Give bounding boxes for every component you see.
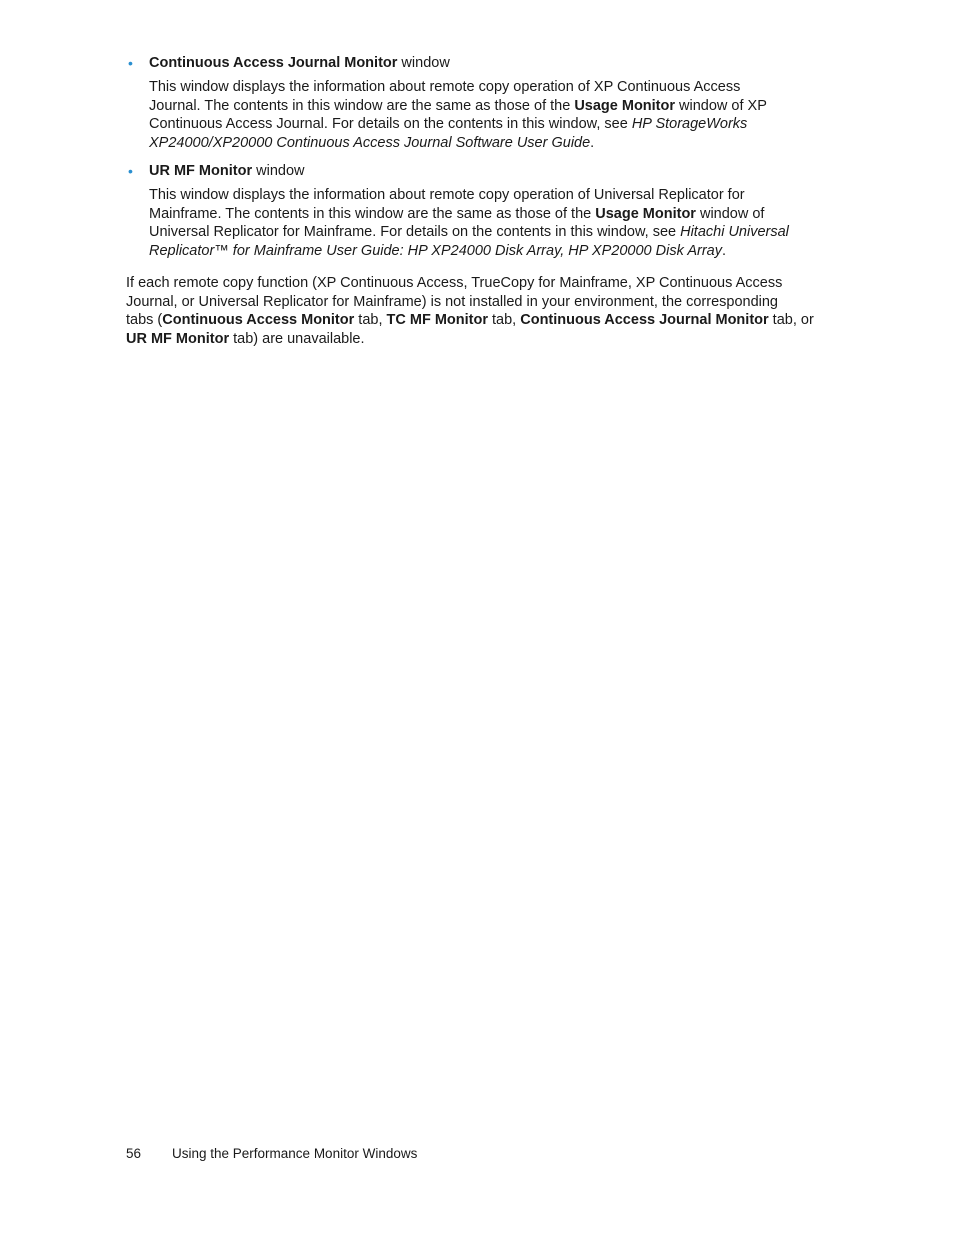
- text-run: tabs (: [126, 312, 163, 329]
- text-line: [149, 97, 809, 116]
- footer-section-title: Using the Performance Monitor Windows: [172, 1146, 418, 1161]
- text-line: [149, 186, 809, 205]
- bullet-body: [149, 78, 809, 153]
- text-run: tab) are unavailable.: [229, 331, 365, 348]
- italic-run: XP24000/XP20000 Continuous Access Journal Software User Guide: [149, 135, 591, 152]
- bullet-heading-bold: UR MF Monitor: [149, 163, 253, 179]
- bullet-heading: [128, 162, 809, 181]
- bullet-item-ca-journal-monitor: [128, 54, 809, 153]
- bold-run: Continuous Access Journal Monitor: [520, 312, 769, 329]
- bullet-dot-icon: •: [128, 55, 133, 71]
- text-run: If each remote copy function (XP Continuous Access, TrueCopy for Mainframe, XP Continuous Access: [126, 275, 783, 291]
- text-line: [126, 330, 816, 349]
- text-run: .: [721, 243, 726, 260]
- text-line: [149, 78, 809, 97]
- text-run: window of XP: [675, 97, 767, 114]
- italic-run: Hitachi Universal: [680, 224, 789, 241]
- bold-run: Usage Monitor: [574, 97, 676, 114]
- text-run: tab, or: [768, 312, 814, 329]
- page-number: 56: [126, 1146, 142, 1161]
- bullet-item-ur-mf-monitor: [128, 162, 809, 261]
- text-run: This window displays the information about remote copy operation of Universal Replicator for: [149, 187, 745, 203]
- bullet-heading-bold: Continuous Access Journal Monitor: [149, 55, 398, 71]
- text-run: This window displays the information about remote copy operation of XP Continuous Access: [149, 79, 741, 95]
- text-line: [126, 293, 816, 312]
- text-line: [126, 311, 816, 330]
- page-footer: [126, 1145, 417, 1163]
- text-line: [126, 274, 816, 293]
- bold-run: TC MF Monitor: [386, 312, 488, 329]
- availability-paragraph: [126, 274, 816, 349]
- text-run: Continuous Access Journal. For details on the contents in this window, see: [149, 116, 632, 133]
- italic-run: Replicator™ for Mainframe User Guide: HP XP24000 Disk Array, HP XP20000 Disk Array: [149, 243, 722, 260]
- bold-run: UR MF Monitor: [126, 331, 230, 348]
- bullet-heading: [128, 54, 809, 73]
- bold-run: Usage Monitor: [595, 205, 696, 222]
- bullet-heading-rest: window: [252, 163, 305, 179]
- text-run: .: [590, 135, 595, 152]
- text-run: window of: [695, 205, 765, 222]
- text-line: [149, 134, 809, 153]
- bullet-body: [149, 186, 809, 261]
- bullet-heading-rest: window: [397, 55, 450, 71]
- text-line: [149, 242, 809, 261]
- bold-run: Continuous Access Monitor: [162, 312, 355, 329]
- text-run: Journal. The contents in this window are the same as those of the: [149, 97, 575, 114]
- text-run: tab,: [354, 312, 387, 329]
- text-line: [149, 115, 809, 134]
- text-run: Journal, or Universal Replicator for Mainframe) is not installed in your environment, the corresponding: [126, 293, 778, 310]
- italic-run: HP StorageWorks: [631, 116, 748, 133]
- text-line: [149, 223, 809, 242]
- text-run: tab,: [488, 312, 521, 329]
- bullet-dot-icon: •: [128, 163, 133, 179]
- text-run: Universal Replicator for Mainframe. For details on the contents in this window, see: [149, 224, 681, 241]
- text-run: Mainframe. The contents in this window are the same as those of the: [149, 205, 596, 222]
- text-line: [149, 205, 809, 224]
